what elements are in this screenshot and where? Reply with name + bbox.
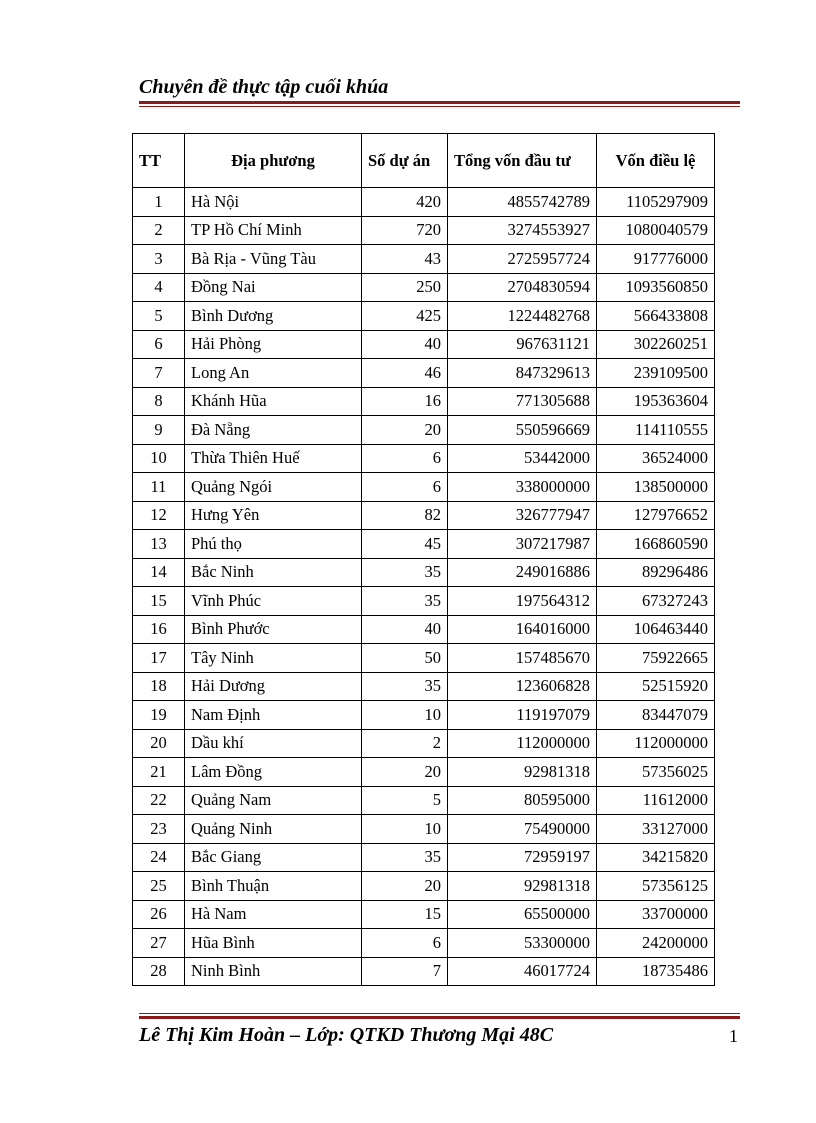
table-row	[133, 701, 715, 730]
total-investment-cell: 4855742789	[448, 188, 597, 217]
total-investment-cell: 53442000	[448, 444, 597, 473]
total-investment-cell: 326777947	[448, 501, 597, 530]
locality-name-cell: Khánh Hũa	[185, 387, 362, 416]
project-count-cell: 2	[362, 729, 448, 758]
table-row	[133, 872, 715, 901]
row-index-cell: 18	[133, 672, 185, 701]
table-row	[133, 843, 715, 872]
project-count-cell: 20	[362, 758, 448, 787]
table-row	[133, 815, 715, 844]
table-row	[133, 530, 715, 559]
project-count-cell: 40	[362, 615, 448, 644]
locality-name-cell: Hải Dương	[185, 672, 362, 701]
locality-name-cell: Lâm Đồng	[185, 758, 362, 787]
project-count-cell: 35	[362, 558, 448, 587]
locality-name-cell: Đồng Nai	[185, 273, 362, 302]
project-count-cell: 15	[362, 900, 448, 929]
charter-capital-cell: 166860590	[597, 530, 715, 559]
investment-table	[132, 133, 715, 986]
row-index-cell: 8	[133, 387, 185, 416]
locality-name-cell: Bắc Giang	[185, 843, 362, 872]
total-investment-cell: 75490000	[448, 815, 597, 844]
table-row	[133, 359, 715, 388]
charter-capital-cell: 917776000	[597, 245, 715, 274]
table-row	[133, 216, 715, 245]
project-count-cell: 35	[362, 587, 448, 616]
charter-capital-cell: 127976652	[597, 501, 715, 530]
table-header-row	[133, 134, 715, 188]
total-investment-cell: 847329613	[448, 359, 597, 388]
project-count-cell: 46	[362, 359, 448, 388]
table-row	[133, 501, 715, 530]
project-count-cell: 6	[362, 929, 448, 958]
locality-name-cell: Tây Ninh	[185, 644, 362, 673]
header-rule-thin	[139, 106, 740, 107]
column-header-total-investment: Tổng vốn đầu tư	[448, 134, 597, 188]
charter-capital-cell: 114110555	[597, 416, 715, 445]
row-index-cell: 13	[133, 530, 185, 559]
table-row	[133, 587, 715, 616]
charter-capital-cell: 89296486	[597, 558, 715, 587]
locality-name-cell: Ninh Bình	[185, 957, 362, 986]
total-investment-cell: 72959197	[448, 843, 597, 872]
locality-name-cell: Bình Dương	[185, 302, 362, 331]
charter-capital-cell: 67327243	[597, 587, 715, 616]
row-index-cell: 9	[133, 416, 185, 445]
locality-name-cell: Nam Định	[185, 701, 362, 730]
locality-name-cell: Dầu khí	[185, 729, 362, 758]
row-index-cell: 5	[133, 302, 185, 331]
total-investment-cell: 2725957724	[448, 245, 597, 274]
charter-capital-cell: 138500000	[597, 473, 715, 502]
project-count-cell: 82	[362, 501, 448, 530]
table-row	[133, 900, 715, 929]
page-number: 1	[729, 1026, 738, 1046]
total-investment-cell: 771305688	[448, 387, 597, 416]
project-count-cell: 40	[362, 330, 448, 359]
row-index-cell: 12	[133, 501, 185, 530]
table-row	[133, 558, 715, 587]
project-count-cell: 35	[362, 672, 448, 701]
total-investment-cell: 123606828	[448, 672, 597, 701]
table-row	[133, 188, 715, 217]
charter-capital-cell: 34215820	[597, 843, 715, 872]
total-investment-cell: 307217987	[448, 530, 597, 559]
row-index-cell: 24	[133, 843, 185, 872]
project-count-cell: 6	[362, 473, 448, 502]
row-index-cell: 28	[133, 957, 185, 986]
header-rule-thick	[139, 101, 740, 104]
charter-capital-cell: 1080040579	[597, 216, 715, 245]
row-index-cell: 7	[133, 359, 185, 388]
row-index-cell: 21	[133, 758, 185, 787]
table-row	[133, 758, 715, 787]
charter-capital-cell: 239109500	[597, 359, 715, 388]
footer-rule-thin	[139, 1013, 740, 1014]
total-investment-cell: 338000000	[448, 473, 597, 502]
locality-name-cell: Hũa Bình	[185, 929, 362, 958]
table-row	[133, 615, 715, 644]
table-row	[133, 387, 715, 416]
total-investment-cell: 1224482768	[448, 302, 597, 331]
locality-name-cell: Bắc Ninh	[185, 558, 362, 587]
row-index-cell: 3	[133, 245, 185, 274]
column-header-tt: TT	[133, 134, 185, 188]
locality-name-cell: Quảng Ngói	[185, 473, 362, 502]
charter-capital-cell: 57356125	[597, 872, 715, 901]
total-investment-cell: 53300000	[448, 929, 597, 958]
row-index-cell: 11	[133, 473, 185, 502]
project-count-cell: 43	[362, 245, 448, 274]
total-investment-cell: 2704830594	[448, 273, 597, 302]
total-investment-cell: 157485670	[448, 644, 597, 673]
table-row	[133, 729, 715, 758]
project-count-cell: 35	[362, 843, 448, 872]
project-count-cell: 50	[362, 644, 448, 673]
row-index-cell: 19	[133, 701, 185, 730]
column-header-project-count: Số dự án	[362, 134, 448, 188]
total-investment-cell: 92981318	[448, 758, 597, 787]
charter-capital-cell: 11612000	[597, 786, 715, 815]
footer-rule-thick	[139, 1016, 740, 1019]
project-count-cell: 5	[362, 786, 448, 815]
row-index-cell: 14	[133, 558, 185, 587]
project-count-cell: 20	[362, 416, 448, 445]
row-index-cell: 20	[133, 729, 185, 758]
project-count-cell: 7	[362, 957, 448, 986]
row-index-cell: 4	[133, 273, 185, 302]
row-index-cell: 27	[133, 929, 185, 958]
locality-name-cell: Quảng Nam	[185, 786, 362, 815]
project-count-cell: 6	[362, 444, 448, 473]
total-investment-cell: 112000000	[448, 729, 597, 758]
table-row	[133, 416, 715, 445]
locality-name-cell: Vĩnh Phúc	[185, 587, 362, 616]
charter-capital-cell: 83447079	[597, 701, 715, 730]
project-count-cell: 45	[362, 530, 448, 559]
locality-name-cell: Hà Nội	[185, 188, 362, 217]
table-row	[133, 473, 715, 502]
locality-name-cell: Hà Nam	[185, 900, 362, 929]
row-index-cell: 6	[133, 330, 185, 359]
row-index-cell: 10	[133, 444, 185, 473]
table-row	[133, 786, 715, 815]
total-investment-cell: 967631121	[448, 330, 597, 359]
table-body	[133, 188, 715, 986]
locality-name-cell: TP Hồ Chí Minh	[185, 216, 362, 245]
row-index-cell: 17	[133, 644, 185, 673]
table-row	[133, 302, 715, 331]
total-investment-cell: 119197079	[448, 701, 597, 730]
charter-capital-cell: 1105297909	[597, 188, 715, 217]
locality-name-cell: Thừa Thiên Huế	[185, 444, 362, 473]
row-index-cell: 23	[133, 815, 185, 844]
row-index-cell: 15	[133, 587, 185, 616]
row-index-cell: 1	[133, 188, 185, 217]
footer-author: Lê Thị Kim Hoàn – Lớp: QTKD Thương Mại 48C	[139, 1024, 554, 1046]
charter-capital-cell: 33700000	[597, 900, 715, 929]
project-count-cell: 16	[362, 387, 448, 416]
total-investment-cell: 550596669	[448, 416, 597, 445]
row-index-cell: 26	[133, 900, 185, 929]
project-count-cell: 250	[362, 273, 448, 302]
table-row	[133, 957, 715, 986]
charter-capital-cell: 302260251	[597, 330, 715, 359]
project-count-cell: 420	[362, 188, 448, 217]
project-count-cell: 10	[362, 815, 448, 844]
charter-capital-cell: 106463440	[597, 615, 715, 644]
total-investment-cell: 65500000	[448, 900, 597, 929]
row-index-cell: 2	[133, 216, 185, 245]
project-count-cell: 10	[362, 701, 448, 730]
locality-name-cell: Bình Thuận	[185, 872, 362, 901]
page-header-title: Chuyên đề thực tập cuối khúa	[139, 76, 389, 98]
charter-capital-cell: 36524000	[597, 444, 715, 473]
table-row	[133, 245, 715, 274]
charter-capital-cell: 24200000	[597, 929, 715, 958]
locality-name-cell: Quảng Ninh	[185, 815, 362, 844]
total-investment-cell: 80595000	[448, 786, 597, 815]
charter-capital-cell: 75922665	[597, 644, 715, 673]
charter-capital-cell: 57356025	[597, 758, 715, 787]
project-count-cell: 720	[362, 216, 448, 245]
locality-name-cell: Phú thọ	[185, 530, 362, 559]
table-row	[133, 929, 715, 958]
locality-name-cell: Bà Rịa - Vũng Tàu	[185, 245, 362, 274]
table-row	[133, 444, 715, 473]
row-index-cell: 22	[133, 786, 185, 815]
total-investment-cell: 46017724	[448, 957, 597, 986]
charter-capital-cell: 1093560850	[597, 273, 715, 302]
locality-name-cell: Hải Phòng	[185, 330, 362, 359]
column-header-locality: Địa phương	[185, 134, 362, 188]
locality-name-cell: Bình Phước	[185, 615, 362, 644]
locality-name-cell: Đà Nẵng	[185, 416, 362, 445]
total-investment-cell: 249016886	[448, 558, 597, 587]
total-investment-cell: 92981318	[448, 872, 597, 901]
locality-name-cell: Hưng Yên	[185, 501, 362, 530]
column-header-charter-capital: Vốn điều lệ	[597, 134, 715, 188]
charter-capital-cell: 52515920	[597, 672, 715, 701]
row-index-cell: 16	[133, 615, 185, 644]
charter-capital-cell: 195363604	[597, 387, 715, 416]
total-investment-cell: 3274553927	[448, 216, 597, 245]
table-row	[133, 644, 715, 673]
total-investment-cell: 197564312	[448, 587, 597, 616]
charter-capital-cell: 33127000	[597, 815, 715, 844]
table-row	[133, 672, 715, 701]
table-row	[133, 330, 715, 359]
charter-capital-cell: 18735486	[597, 957, 715, 986]
locality-name-cell: Long An	[185, 359, 362, 388]
charter-capital-cell: 566433808	[597, 302, 715, 331]
total-investment-cell: 164016000	[448, 615, 597, 644]
project-count-cell: 20	[362, 872, 448, 901]
table-row	[133, 273, 715, 302]
row-index-cell: 25	[133, 872, 185, 901]
charter-capital-cell: 112000000	[597, 729, 715, 758]
project-count-cell: 425	[362, 302, 448, 331]
